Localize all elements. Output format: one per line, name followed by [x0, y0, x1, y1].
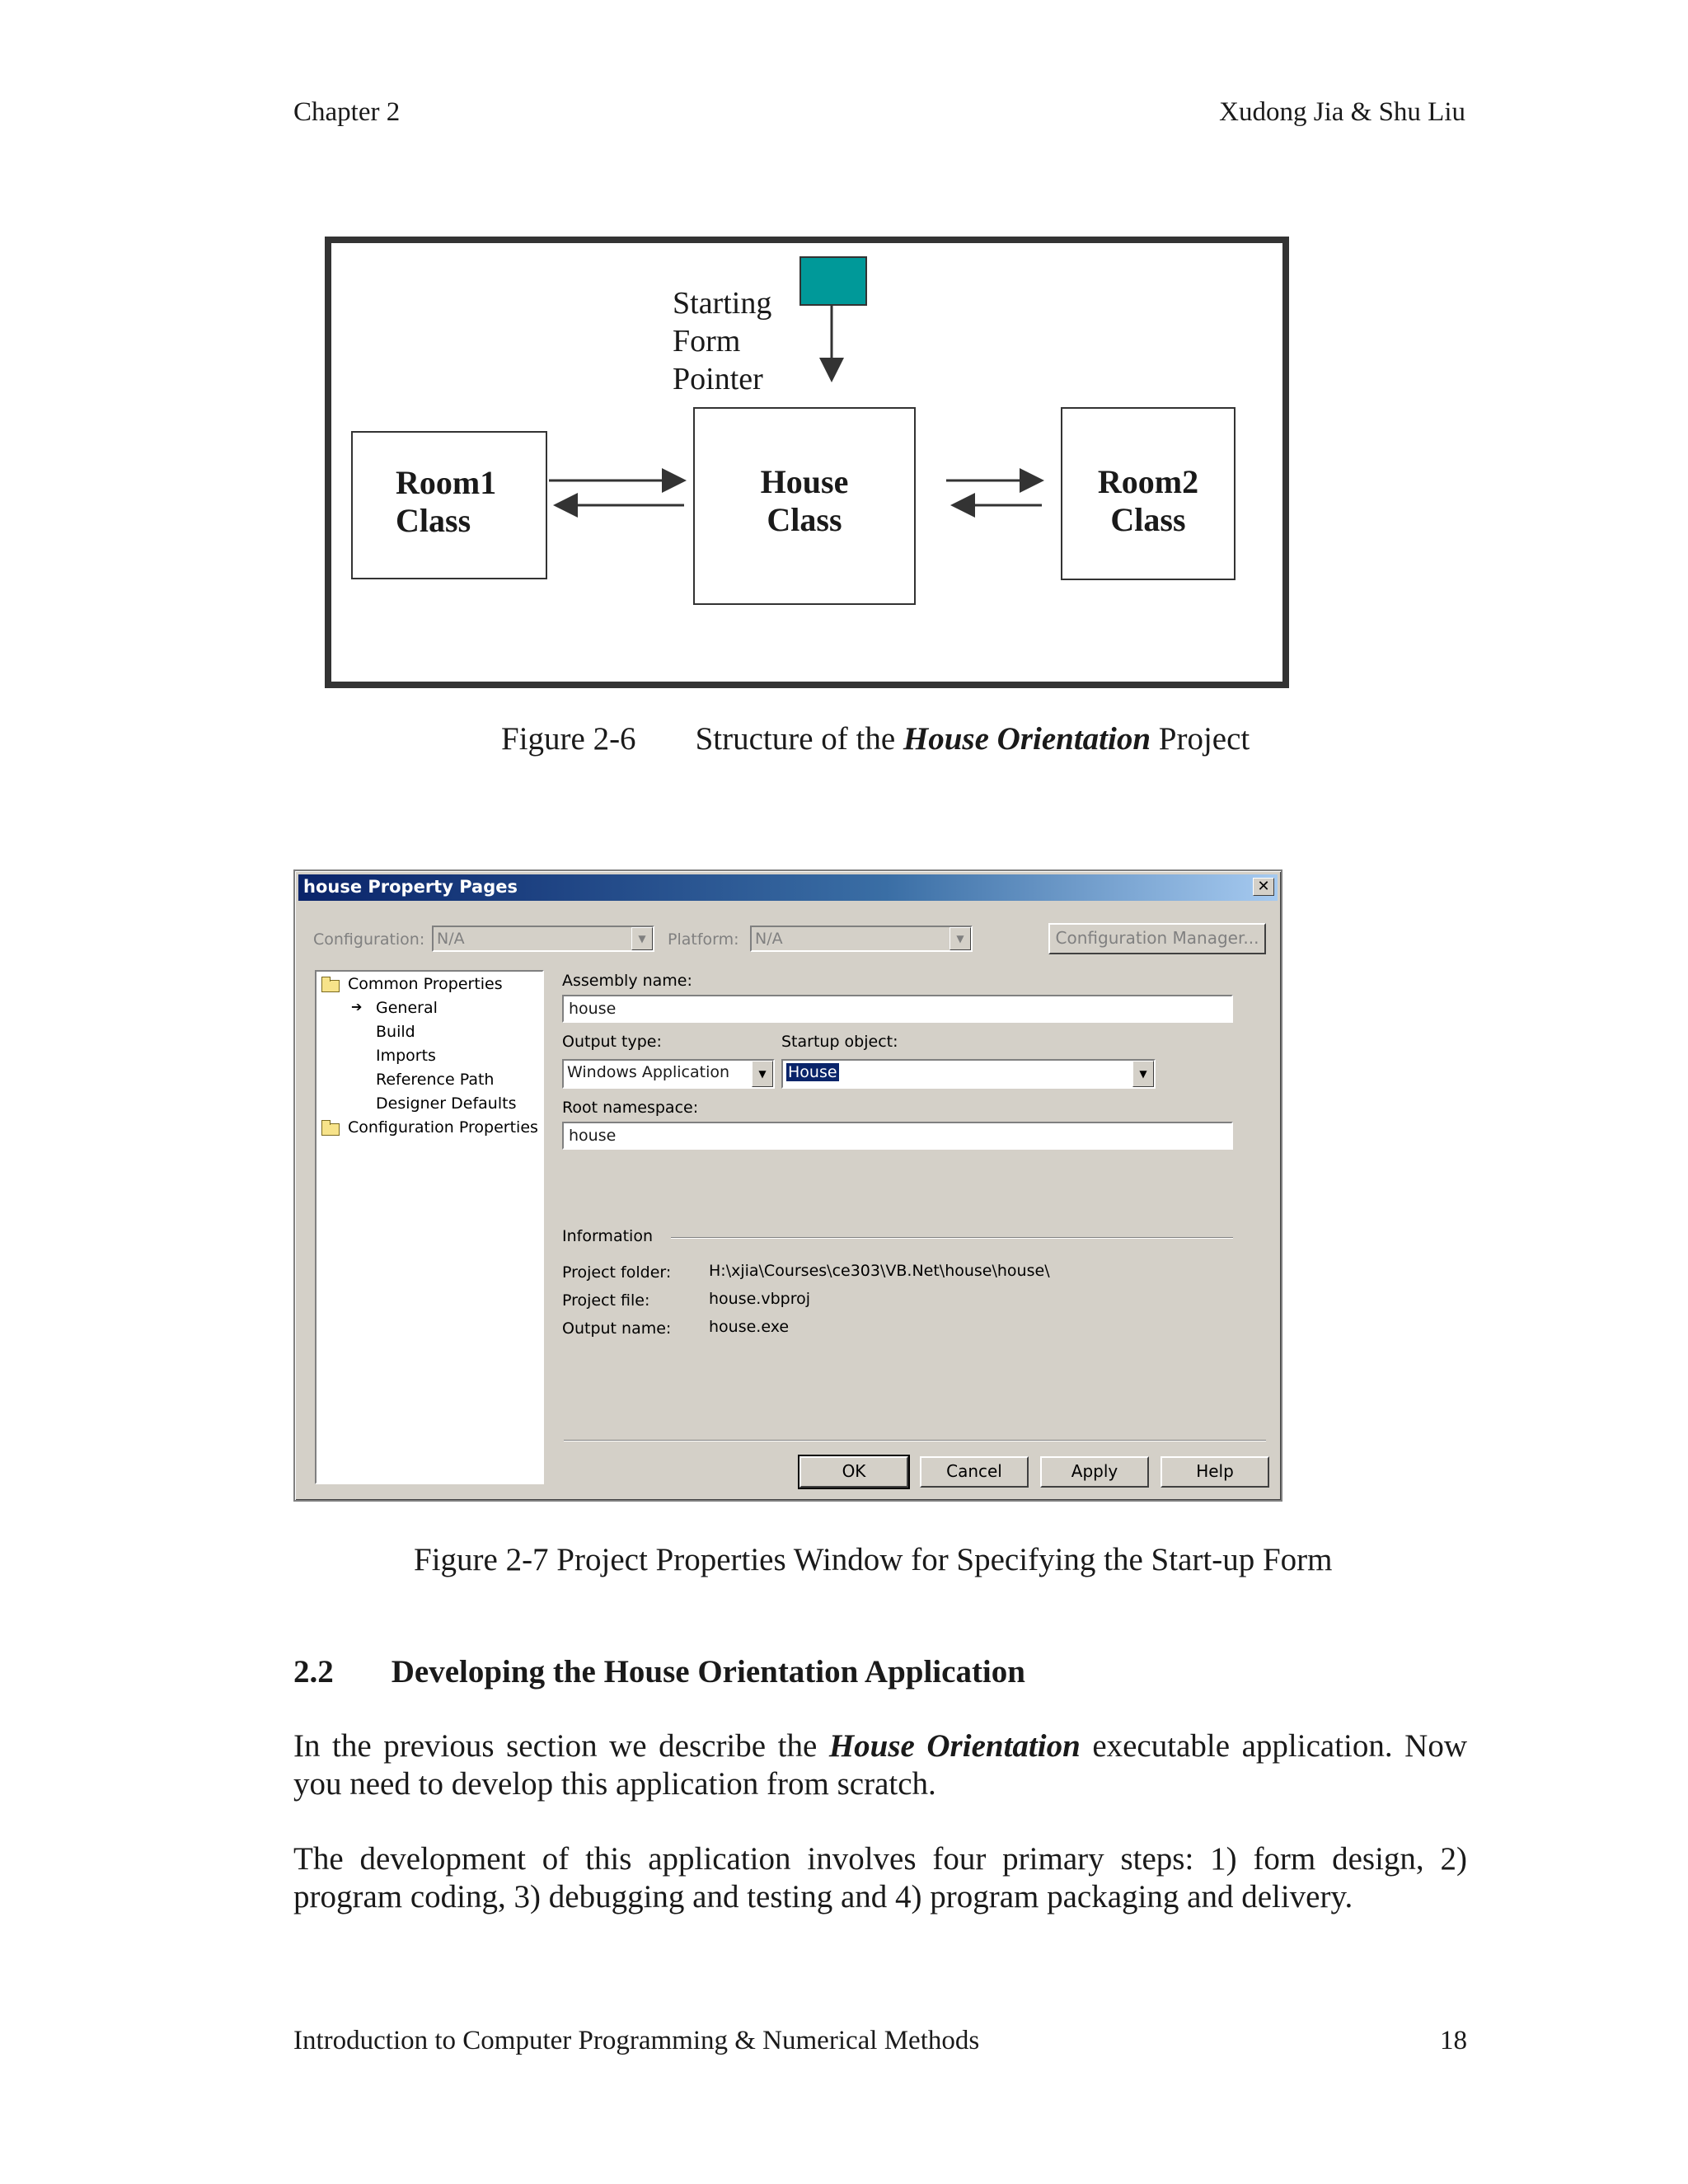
- chevron-down-icon: ▼: [752, 1061, 773, 1087]
- room1-class-label: Room1 Class: [396, 464, 497, 539]
- root-namespace-input[interactable]: house: [562, 1122, 1233, 1150]
- startup-object-select[interactable]: House ▼: [781, 1059, 1156, 1089]
- configuration-label: Configuration:: [313, 930, 425, 949]
- apply-button[interactable]: Apply: [1040, 1456, 1149, 1488]
- configuration-manager-button[interactable]: Configuration Manager...: [1048, 923, 1266, 954]
- platform-select[interactable]: N/A ▼: [750, 926, 973, 952]
- cancel-button[interactable]: Cancel: [920, 1456, 1029, 1488]
- tree-item-imports[interactable]: Imports: [376, 1047, 436, 1065]
- chevron-down-icon: ▼: [1132, 1061, 1154, 1087]
- project-folder-value: H:\xjia\Courses\ce303\VB.Net\house\house\: [709, 1262, 1050, 1280]
- section-title: Developing the House Orientation Application: [391, 1654, 1025, 1690]
- tree-item-designer-defaults[interactable]: Designer Defaults: [376, 1094, 517, 1113]
- tree-item-common-properties[interactable]: Common Properties: [348, 975, 503, 993]
- running-header-chapter: Chapter 2: [293, 97, 401, 127]
- configuration-select[interactable]: N/A ▼: [432, 926, 654, 952]
- arrow-right-icon: ➔: [351, 999, 363, 1015]
- running-footer-book-title: Introduction to Computer Programming & Numerical Methods: [293, 2026, 980, 2055]
- figure-2-6-caption: Figure 2-6 Structure of the House Orientation Project: [501, 721, 1250, 757]
- output-name-value: house.exe: [709, 1318, 790, 1336]
- information-divider: [671, 1237, 1233, 1239]
- room2-class-label: Room2 Class: [1097, 463, 1199, 538]
- startup-object-label: Startup object:: [781, 1033, 898, 1051]
- dialog-title: house Property Pages: [303, 877, 518, 897]
- information-group-label: Information: [562, 1227, 653, 1245]
- project-folder-label: Project folder:: [562, 1263, 672, 1282]
- project-file-label: Project file:: [562, 1291, 650, 1310]
- folder-icon: [321, 1123, 340, 1136]
- page-number: 18: [1440, 2026, 1467, 2055]
- property-pages-dialog: [293, 869, 1282, 1502]
- figure-2-7-caption: Figure 2-7 Project Properties Window for Specifying the Start-up Form: [414, 1542, 1333, 1577]
- dialog-title-bar[interactable]: [298, 874, 1278, 901]
- section-heading: [293, 1653, 1025, 1690]
- output-type-label: Output type:: [562, 1033, 662, 1051]
- project-structure-diagram: [325, 237, 1289, 688]
- property-tree[interactable]: [315, 970, 544, 1484]
- chevron-down-icon: ▼: [631, 927, 653, 950]
- diagram-arrows: [331, 243, 1282, 682]
- button-row-divider: [564, 1440, 1266, 1441]
- project-file-value: house.vbproj: [709, 1290, 810, 1308]
- paragraph-2: The development of this application involves four primary steps: 1) form design, 2) program coding, 3) debugging and testing and 4) program packaging and delivery.: [293, 1841, 1467, 1915]
- ok-button[interactable]: OK: [799, 1456, 908, 1488]
- chevron-down-icon: ▼: [950, 927, 971, 950]
- house-class-label: House Class: [760, 463, 849, 538]
- platform-label: Platform:: [668, 930, 739, 949]
- help-button[interactable]: Help: [1160, 1456, 1269, 1488]
- running-header-authors: Xudong Jia & Shu Liu: [1219, 97, 1465, 127]
- tree-item-configuration-properties[interactable]: Configuration Properties: [348, 1118, 538, 1137]
- root-namespace-label: Root namespace:: [562, 1099, 699, 1117]
- tree-item-general[interactable]: General: [376, 999, 438, 1017]
- output-name-label: Output name:: [562, 1319, 672, 1338]
- close-icon[interactable]: ✕: [1253, 878, 1274, 896]
- assembly-name-input[interactable]: house: [562, 995, 1233, 1023]
- starting-form-pointer-label: Starting Form Pointer: [673, 286, 772, 396]
- tree-item-build[interactable]: Build: [376, 1023, 415, 1041]
- assembly-name-label: Assembly name:: [562, 972, 692, 990]
- paragraph-1: In the previous section we describe the House Orientation executable application. Now you need to develop this application from scratch.: [293, 1728, 1467, 1802]
- output-type-select[interactable]: Windows Application ▼: [562, 1059, 775, 1089]
- folder-open-icon: [321, 980, 340, 992]
- section-number: 2.2: [293, 1654, 334, 1690]
- tree-item-reference-path[interactable]: Reference Path: [376, 1071, 495, 1089]
